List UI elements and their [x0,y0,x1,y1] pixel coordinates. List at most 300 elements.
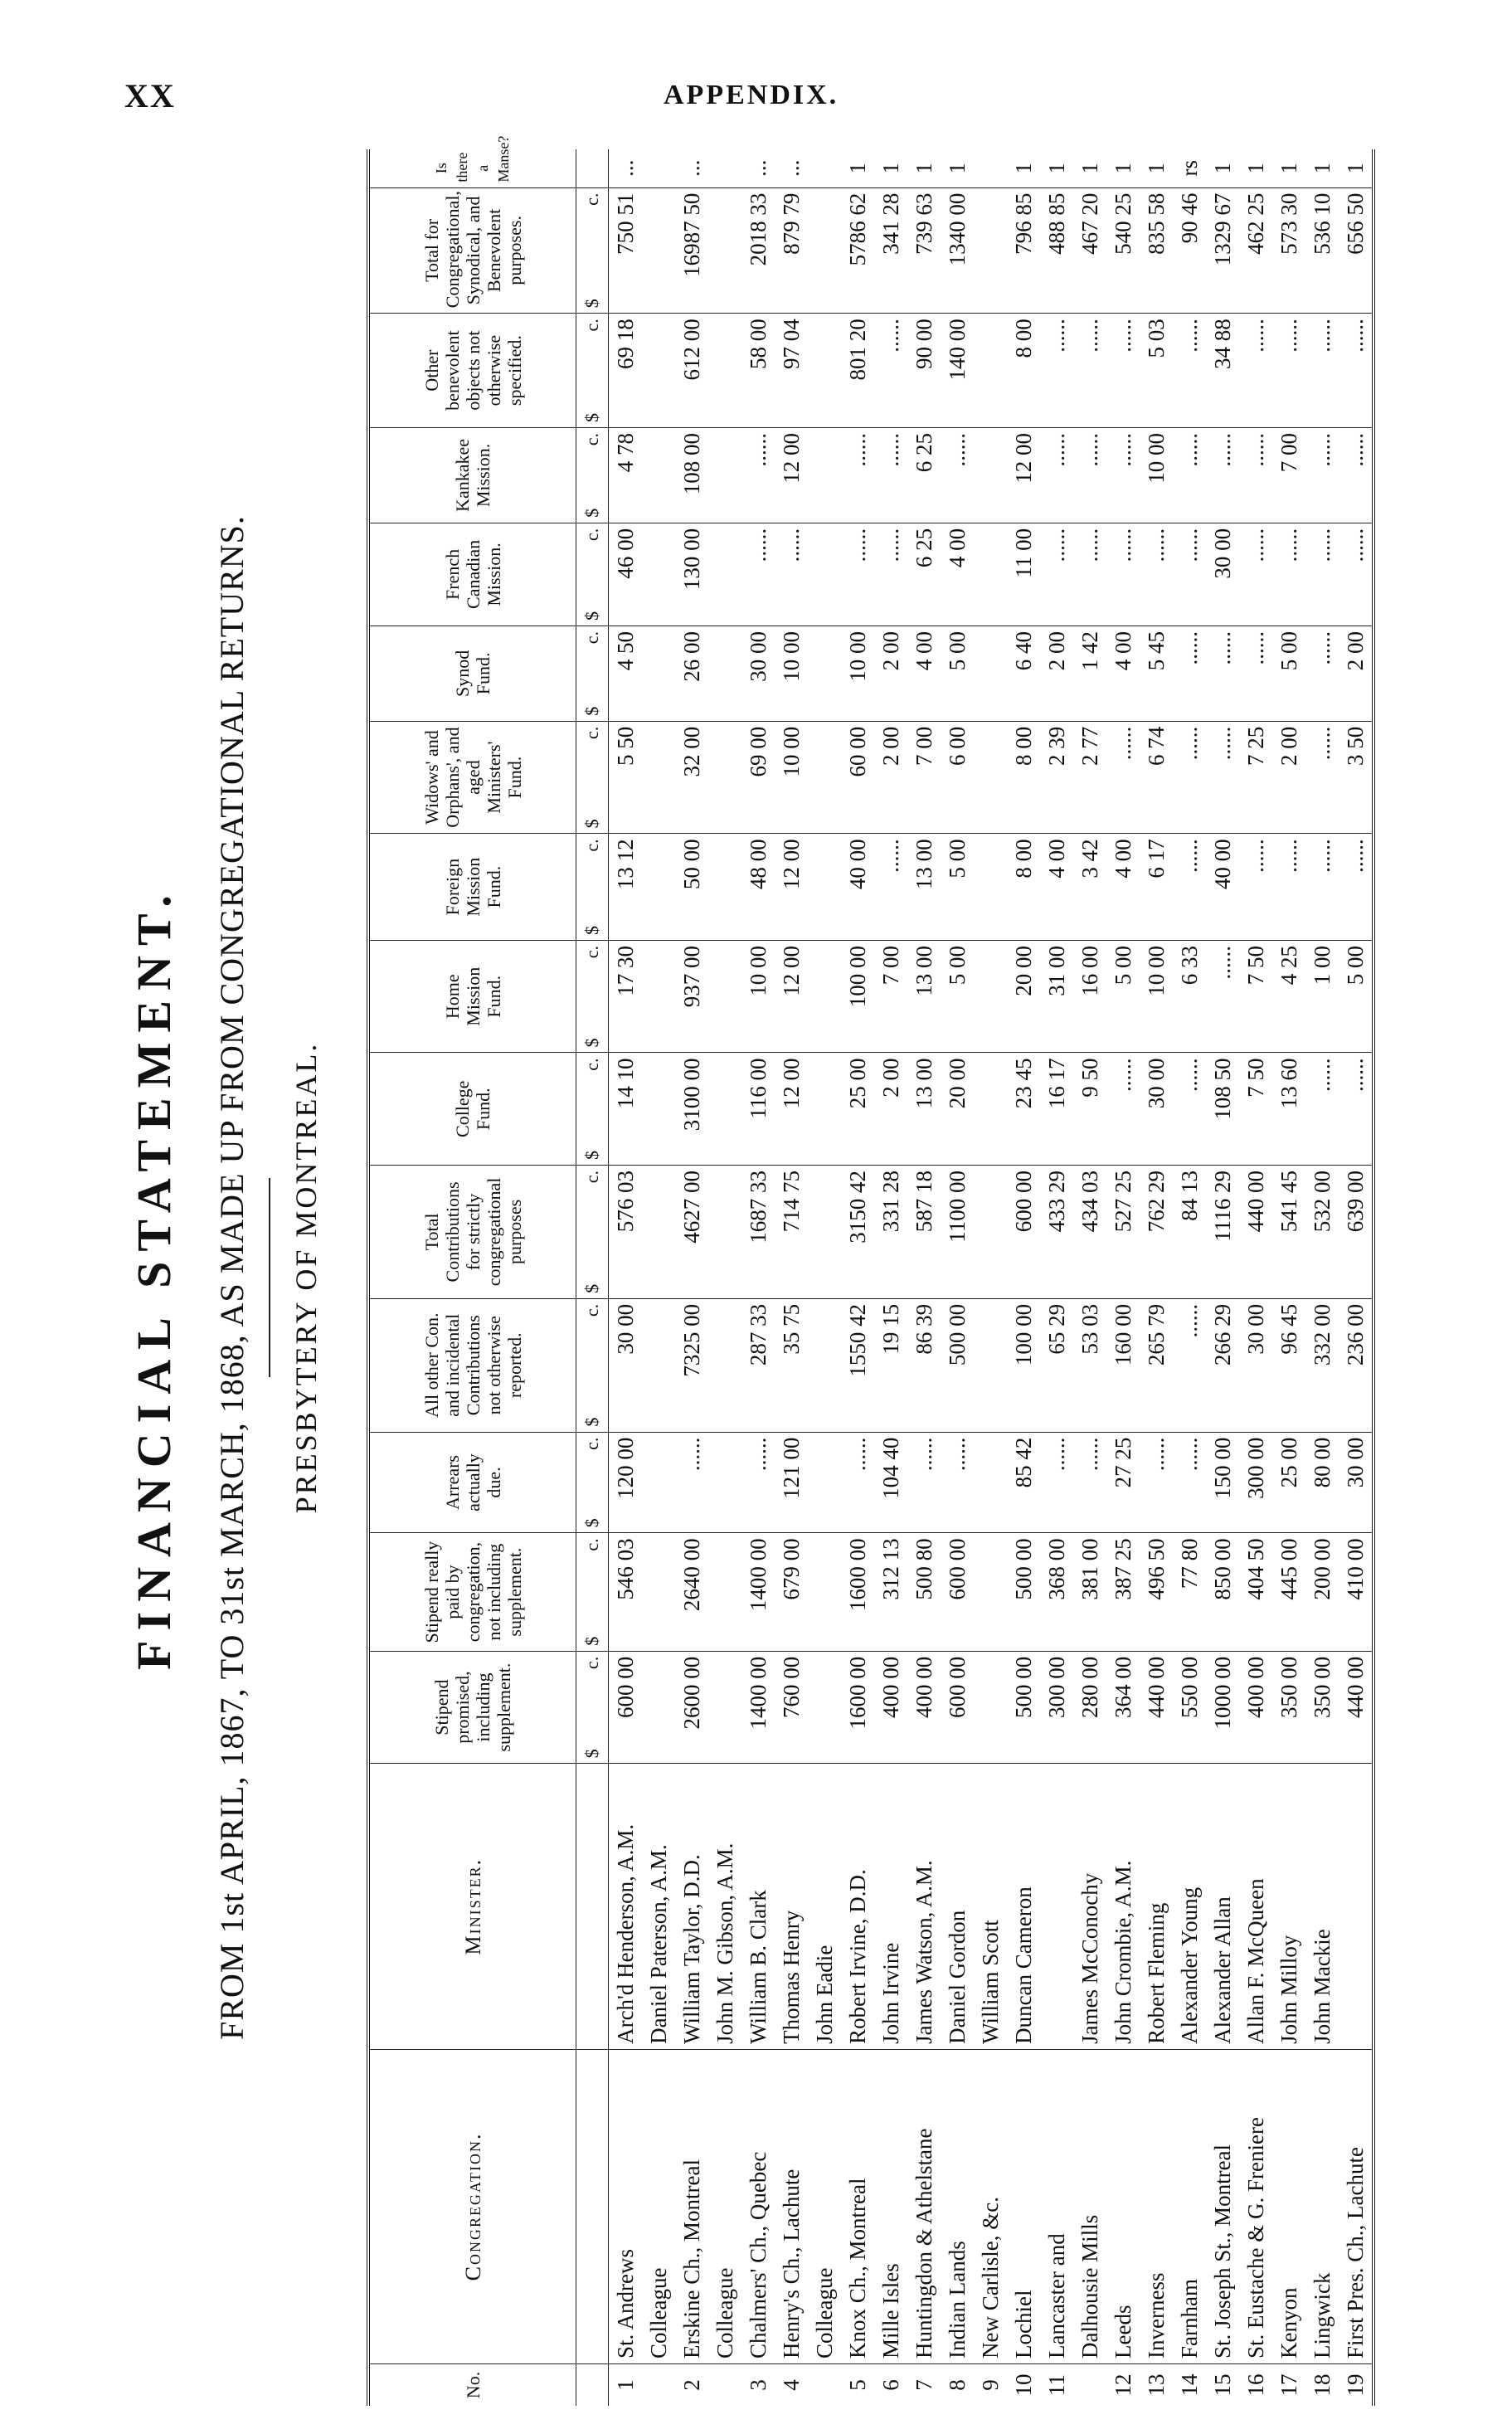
stipend-paid-cell [708,1533,741,1651]
presbytery-heading: PRESBYTERY OF MONTREAL. [289,1041,323,1514]
col-kankakee: Kankakee Mission. [368,428,576,523]
unit-cell: $ c. [576,721,609,834]
stipend-paid-cell: 368 00 [1040,1533,1073,1651]
foreign-mission-cell: 8 00 [1007,834,1040,941]
all-other-cell: 500 00 [941,1298,974,1432]
college-cell: 14 10 [609,1053,643,1166]
arrears-cell: 104 40 [874,1432,907,1533]
french-cell: ...... [1040,523,1073,626]
total-cong-cell: 762 29 [1140,1166,1173,1299]
synod-cell: 10 00 [841,626,874,721]
col-all-other: All other Con. and incidental Contributions not otherwise reported. [368,1298,576,1432]
widows-cell: 7 00 [907,721,941,834]
manse-cell: 1 [841,149,874,187]
college-cell: ...... [1106,1053,1140,1166]
stipend-paid-cell: 679 00 [775,1533,808,1651]
all-other-cell [974,1298,1007,1432]
stipend-promised-cell: 300 00 [1040,1651,1073,1764]
stipend-promised-cell: 600 00 [609,1651,643,1764]
congregation-cell: Lochiel [1007,2049,1040,2363]
foreign-mission-cell: ...... [1339,834,1373,941]
unit-cell: $ c. [576,1053,609,1166]
kankakee-cell [974,428,1007,523]
stipend-paid-cell: 500 00 [1007,1533,1040,1651]
home-mission-cell: 17 30 [609,940,643,1053]
foreign-mission-cell: 4 00 [1106,834,1140,941]
other-benevolent-cell: 97 04 [775,314,808,428]
widows-cell [708,721,741,834]
congregation-cell: Kenyon [1272,2049,1305,2363]
row-number: 18 [1309,2373,1335,2397]
rotated-table-page [126,133,1370,2422]
table-row [1040,149,1073,2406]
table-row [1073,149,1106,2406]
total-cong-cell: 1100 00 [941,1166,974,1299]
other-benevolent-cell: ...... [874,314,907,428]
foreign-mission-cell: 50 00 [675,834,708,941]
college-cell: 3100 00 [675,1053,708,1166]
all-other-cell: 7325 00 [675,1298,708,1432]
all-other-cell: ...... [1173,1298,1206,1432]
total-cong-cell: 1687 33 [741,1166,775,1299]
total-benevolent-cell: 5786 62 [841,187,874,314]
arrears-cell [974,1432,1007,1533]
foreign-mission-cell: 12 00 [775,834,808,941]
stipend-promised-cell: 440 00 [1140,1651,1173,1764]
kankakee-cell: ...... [1206,428,1239,523]
college-cell [708,1053,741,1166]
arrears-cell: 300 00 [1239,1432,1272,1533]
synod-cell: 30 00 [741,626,775,721]
col-total-cong: Total Contributions for strictly congregational purposes [368,1166,576,1299]
minister-cell: Daniel Paterson, A.M. [642,1764,675,2050]
widows-cell [974,721,1007,834]
minister-cell: William Taylor, D.D. [675,1764,708,2050]
unit-cell: $ c. [576,314,609,428]
synod-cell: 2 00 [1339,626,1373,721]
home-mission-cell: ...... [1206,940,1239,1053]
table-row [1305,149,1339,2406]
total-cong-cell: 527 25 [1106,1166,1140,1299]
congregation-cell: St. Joseph St., Montreal [1206,2049,1239,2363]
widows-cell: 2 77 [1073,721,1106,834]
row-number: 14 [1176,2373,1202,2397]
other-benevolent-cell [708,314,741,428]
kankakee-cell: 6 25 [907,428,941,523]
widows-cell: 5 50 [609,721,643,834]
arrears-cell: 120 00 [609,1432,643,1533]
synod-cell: 4 00 [907,626,941,721]
foreign-mission-cell [808,834,841,941]
college-cell: 2 00 [874,1053,907,1166]
arrears-cell: ...... [841,1432,874,1533]
arrears-cell: ...... [1140,1432,1173,1533]
minister-cell: Robert Irvine, D.D. [841,1764,874,2050]
minister-cell: Duncan Cameron [1007,1764,1040,2050]
table-row [1272,149,1305,2406]
stipend-paid-cell: 312 13 [874,1533,907,1651]
college-cell [642,1053,675,1166]
foreign-mission-cell: 13 00 [907,834,941,941]
widows-cell: ...... [1206,721,1239,834]
french-cell: ...... [1106,523,1140,626]
row-number [642,2363,675,2406]
stipend-promised-cell: 500 00 [1007,1651,1040,1764]
foreign-mission-cell [642,834,675,941]
french-cell: ...... [775,523,808,626]
arrears-cell: ...... [907,1432,941,1533]
stipend-paid-cell: 2640 00 [675,1533,708,1651]
stipend-paid-cell: 500 80 [907,1533,941,1651]
stipend-paid-cell: 381 00 [1073,1533,1106,1651]
widows-cell: 69 00 [741,721,775,834]
foreign-mission-cell: 5 00 [941,834,974,941]
minister-cell: Thomas Henry [775,1764,808,2050]
widows-cell: ...... [1173,721,1206,834]
row-number: 8 [944,2379,970,2391]
total-benevolent-cell [974,187,1007,314]
foreign-mission-cell: 13 12 [609,834,643,941]
all-other-cell: 65 29 [1040,1298,1073,1432]
total-benevolent-cell [642,187,675,314]
row-number: 3 [745,2379,771,2391]
arrears-cell: 121 00 [775,1432,808,1533]
row-number [1073,2363,1106,2406]
row-number: 10 [1010,2373,1036,2397]
french-cell: ...... [1305,523,1339,626]
widows-cell: 7 25 [1239,721,1272,834]
arrears-cell: ...... [1073,1432,1106,1533]
congregation-cell: Mille Isles [874,2049,907,2363]
college-cell: ...... [1305,1053,1339,1166]
congregation-cell: Lancaster and [1040,2049,1073,2363]
synod-cell [642,626,675,721]
home-mission-cell: 10 00 [1140,940,1173,1053]
french-cell: 130 00 [675,523,708,626]
stipend-promised-cell: 760 00 [775,1651,808,1764]
minister-cell: Daniel Gordon [941,1764,974,2050]
kankakee-cell [708,428,741,523]
congregation-cell: Farnham [1173,2049,1206,2363]
kankakee-cell [642,428,675,523]
total-benevolent-cell: 488 85 [1040,187,1073,314]
home-mission-cell: 4 25 [1272,940,1305,1053]
manse-cell: 1 [1140,149,1173,187]
total-benevolent-cell [808,187,841,314]
unit-cell: $ c. [576,626,609,721]
arrears-cell: ...... [1173,1432,1206,1533]
all-other-cell: 53 03 [1073,1298,1106,1432]
stipend-promised-cell: 600 00 [941,1651,974,1764]
home-mission-cell [808,940,841,1053]
french-cell: ...... [1339,523,1373,626]
table-row [1339,149,1373,2406]
french-cell: 11 00 [1007,523,1040,626]
synod-cell [708,626,741,721]
french-cell: ...... [1073,523,1106,626]
row-number: 12 [1110,2373,1135,2397]
foreign-mission-cell: 40 00 [1206,834,1239,941]
foreign-mission-cell: ...... [1272,834,1305,941]
french-cell: ...... [1140,523,1173,626]
row-number [708,2363,741,2406]
other-benevolent-cell: ...... [1173,314,1206,428]
synod-cell: 4 00 [1106,626,1140,721]
all-other-cell [642,1298,675,1432]
synod-cell: 4 50 [609,626,643,721]
manse-cell: 1 [907,149,941,187]
minister-cell: John Milloy [1272,1764,1305,2050]
all-other-cell: 266 29 [1206,1298,1239,1432]
congregation-cell: St. Eustache & G. Freniere [1239,2049,1272,2363]
all-other-cell: 265 79 [1140,1298,1173,1432]
stipend-promised-cell: 350 00 [1272,1651,1305,1764]
minister-cell: John Irvine [874,1764,907,2050]
congregation-cell: Inverness [1140,2049,1173,2363]
home-mission-cell: 16 00 [1073,940,1106,1053]
minister-cell: John Crombie, A.M. [1106,1764,1140,2050]
congregation-cell: First Pres. Ch., Lachute [1339,2049,1373,2363]
french-cell [642,523,675,626]
kankakee-cell: 12 00 [775,428,808,523]
kankakee-cell: ...... [941,428,974,523]
total-cong-cell: 4627 00 [675,1166,708,1299]
stipend-promised-cell: 400 00 [1239,1651,1272,1764]
synod-cell: 2 00 [874,626,907,721]
all-other-cell: 160 00 [1106,1298,1140,1432]
home-mission-cell [974,940,1007,1053]
unit-cell: $ c. [576,940,609,1053]
foreign-mission-cell: 48 00 [741,834,775,941]
stipend-paid-cell: 77 80 [1173,1533,1206,1651]
stipend-promised-cell [642,1651,675,1764]
college-cell: 23 45 [1007,1053,1040,1166]
total-benevolent-cell: 656 50 [1339,187,1373,314]
row-number: 4 [778,2379,804,2391]
all-other-cell: 30 00 [1239,1298,1272,1432]
total-benevolent-cell: 739 63 [907,187,941,314]
stipend-paid-cell: 410 00 [1339,1533,1373,1651]
row-number: 15 [1209,2373,1235,2397]
total-benevolent-cell: 879 79 [775,187,808,314]
minister-cell [1040,1764,1073,2050]
table-row [1206,149,1239,2406]
unit-cell: $ c. [576,834,609,941]
total-cong-cell: 434 03 [1073,1166,1106,1299]
kankakee-cell: ...... [741,428,775,523]
other-benevolent-cell: 34 88 [1206,314,1239,428]
french-cell: 46 00 [609,523,643,626]
congregation-cell: Knox Ch., Montreal [841,2049,874,2363]
total-cong-cell [808,1166,841,1299]
minister-cell: Alexander Allan [1206,1764,1239,2050]
other-benevolent-cell: 5 03 [1140,314,1173,428]
college-cell [974,1053,1007,1166]
synod-cell: ...... [1206,626,1239,721]
widows-cell: 2 00 [874,721,907,834]
stipend-paid-cell [808,1533,841,1651]
minister-cell: James Watson, A.M. [907,1764,941,2050]
home-mission-cell: 12 00 [775,940,808,1053]
french-cell: 4 00 [941,523,974,626]
arrears-cell: 80 00 [1305,1432,1339,1533]
row-number: 7 [911,2379,936,2391]
minister-cell: William Scott [974,1764,1007,2050]
unit-cell: $ c. [576,1166,609,1299]
manse-cell: ... [775,149,808,187]
french-cell: 6 25 [907,523,941,626]
total-benevolent-cell [708,187,741,314]
other-benevolent-cell: ...... [1305,314,1339,428]
total-cong-cell: 84 13 [1173,1166,1206,1299]
stipend-promised-cell: 400 00 [874,1651,907,1764]
manse-cell: 1 [874,149,907,187]
other-benevolent-cell: ...... [1040,314,1073,428]
french-cell: ...... [1272,523,1305,626]
college-cell: 25 00 [841,1053,874,1166]
row-number: 13 [1143,2373,1169,2397]
manse-cell [642,149,675,187]
arrears-cell: 25 00 [1272,1432,1305,1533]
stipend-promised-cell: 550 00 [1173,1651,1206,1764]
minister-cell: James McConochy [1073,1764,1106,2050]
congregation-cell: Henry's Ch., Lachute [775,2049,808,2363]
table-body [576,149,1374,2406]
manse-cell [808,149,841,187]
total-benevolent-cell: 1340 00 [941,187,974,314]
other-benevolent-cell: 612 00 [675,314,708,428]
col-widows: Widows' and Orphans', and aged Ministers' Fund. [368,721,576,834]
college-cell: 30 00 [1140,1053,1173,1166]
manse-cell: ... [741,149,775,187]
synod-cell [974,626,1007,721]
other-benevolent-cell [642,314,675,428]
college-cell: 13 60 [1272,1053,1305,1166]
kankakee-cell: ...... [841,428,874,523]
synod-cell: 26 00 [675,626,708,721]
widows-cell: ...... [1106,721,1140,834]
stipend-promised-cell: 440 00 [1339,1651,1373,1764]
kankakee-cell: 12 00 [1007,428,1040,523]
arrears-cell: ...... [675,1432,708,1533]
college-cell: ...... [1173,1053,1206,1166]
all-other-cell: 236 00 [1339,1298,1373,1432]
college-cell: 108 50 [1206,1053,1239,1166]
table-row [642,149,675,2406]
stipend-promised-cell: 364 00 [1106,1651,1140,1764]
home-mission-cell: 5 00 [1106,940,1140,1053]
arrears-cell: ...... [741,1432,775,1533]
stipend-paid-cell: 496 50 [1140,1533,1173,1651]
stipend-promised-cell: 280 00 [1073,1651,1106,1764]
home-mission-cell [642,940,675,1053]
foreign-mission-cell [974,834,1007,941]
table-row [841,149,874,2406]
all-other-cell: 332 00 [1305,1298,1339,1432]
arrears-cell: ...... [1040,1432,1073,1533]
total-benevolent-cell: 573 30 [1272,187,1305,314]
french-cell [974,523,1007,626]
table-row [974,149,1007,2406]
table-row [1173,149,1206,2406]
foreign-mission-cell: ...... [1305,834,1339,941]
col-manse: Is there a Manse? [368,149,576,187]
synod-cell: 5 45 [1140,626,1173,721]
foreign-mission-cell: 40 00 [841,834,874,941]
home-mission-cell: 7 00 [874,940,907,1053]
col-congregation: Congregation. [368,2049,576,2363]
manse-cell: rs [1173,149,1206,187]
widows-cell: 2 39 [1040,721,1073,834]
foreign-mission-cell: 6 17 [1140,834,1173,941]
minister-cell: Allan F. McQueen [1239,1764,1272,2050]
kankakee-cell [808,428,841,523]
total-cong-cell [642,1166,675,1299]
page-title: FINANCIAL STATEMENT. [127,885,181,1670]
kankakee-cell: ...... [1106,428,1140,523]
french-cell: ...... [1239,523,1272,626]
arrears-cell: 85 42 [1007,1432,1040,1533]
foreign-mission-cell: ...... [874,834,907,941]
kankakee-cell: ...... [874,428,907,523]
other-benevolent-cell: ...... [1272,314,1305,428]
manse-cell: 1 [941,149,974,187]
synod-cell: 10 00 [775,626,808,721]
arrears-cell: 30 00 [1339,1432,1373,1533]
other-benevolent-cell: 58 00 [741,314,775,428]
row-number: 17 [1276,2373,1301,2397]
foreign-mission-cell: ...... [1173,834,1206,941]
foreign-mission-cell [708,834,741,941]
synod-cell [808,626,841,721]
college-cell: 12 00 [775,1053,808,1166]
french-cell: ...... [874,523,907,626]
widows-cell: 3 50 [1339,721,1373,834]
table-row [874,149,907,2406]
unit-cell: $ c. [576,1533,609,1651]
manse-cell: 1 [1239,149,1272,187]
row-number [808,2363,841,2406]
home-mission-cell [708,940,741,1053]
stipend-promised-cell: 350 00 [1305,1651,1339,1764]
running-head: APPENDIX. [664,80,839,110]
congregation-cell: Erskine Ch., Montreal [675,2049,708,2363]
total-cong-cell: 433 29 [1040,1166,1073,1299]
all-other-cell: 86 39 [907,1298,941,1432]
all-other-cell: 35 75 [775,1298,808,1432]
kankakee-cell: 10 00 [1140,428,1173,523]
widows-cell: 60 00 [841,721,874,834]
home-mission-cell: 10 00 [741,940,775,1053]
french-cell: ...... [741,523,775,626]
home-mission-cell: 5 00 [941,940,974,1053]
col-college: College Fund. [368,1053,576,1166]
kankakee-cell: ...... [1073,428,1106,523]
minister-cell: John Mackie [1305,1764,1339,2050]
arrears-cell: 27 25 [1106,1432,1140,1533]
manse-cell: 1 [1040,149,1073,187]
stipend-promised-cell: 2600 00 [675,1651,708,1764]
total-benevolent-cell: 796 85 [1007,187,1040,314]
congregation-cell: Colleague [708,2049,741,2363]
minister-cell: John M. Gibson, A.M. [708,1764,741,2050]
foreign-mission-cell: 3 42 [1073,834,1106,941]
total-benevolent-cell: 2018 33 [741,187,775,314]
stipend-paid-cell: 387 25 [1106,1533,1140,1651]
row-number: 5 [844,2379,870,2391]
manse-cell: 1 [1073,149,1106,187]
unit-cell: $ c. [576,1432,609,1533]
